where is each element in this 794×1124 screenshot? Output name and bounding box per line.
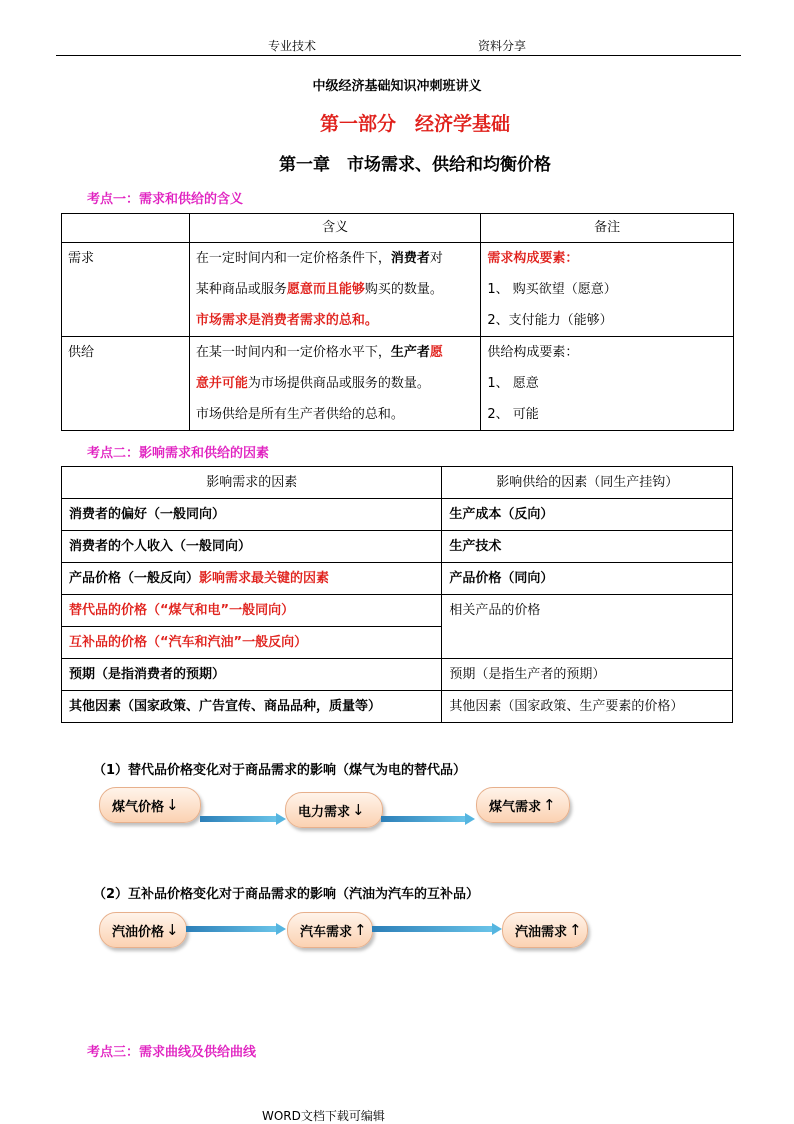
flow2-node-car-demand: 汽车需求 ↑ [287,912,373,948]
demand-meaning: 在一定时间内和一定价格条件下，消费者对 某种商品或服务愿意而且能够购买的数量。 市场需求是消费者需求的总和。 [189,243,481,337]
down-arrow-icon: ↓ [166,796,179,814]
flow2-connector-1 [186,926,276,932]
up-arrow-icon: ↑ [569,921,582,939]
kp3-title: 考点三：需求曲线及供给曲线 [87,1045,257,1060]
flow1-node-gas-demand: 煤气需求 ↑ [476,787,570,823]
demand-note: 需求构成要素： 1、 购买欲望（愿意） 2、支付能力（能够） [481,243,734,337]
supply-note: 供给构成要素： 1、 愿意 2、 可能 [481,337,734,431]
flow2-node-fuel-demand: 汽油需求 ↑ [502,912,588,948]
demand-factor-substitute: 替代品的价格（“煤气和电”一般同向） [62,595,442,627]
corner-cell [62,214,190,243]
col-header-supply-factors: 影响供给的因素（同生产挂钩） [442,467,733,499]
flow1-node-power-demand: 电力需求 ↓ [285,792,383,828]
flow1-connector-1 [200,816,276,822]
supply-factor-other: 其他因素（国家政策、生产要素的价格） [442,691,733,723]
header-right: 资料分享 [478,39,527,53]
up-arrow-icon: ↑ [354,921,367,939]
supply-factor-cost: 生产成本（反向） [442,499,733,531]
supply-factor-expectation: 预期（是指生产者的预期） [442,659,733,691]
kp1-title: 考点一：需求和供给的含义 [87,192,244,207]
supply-meaning: 在某一时间内和一定价格水平下，生产者愿 意并可能为市场提供商品或服务的数量。 市场供给是所有生产者供给的总和。 [189,337,481,431]
demand-factor-preference: 消费者的偏好（一般同向） [62,499,442,531]
kp2-title: 考点二：影响需求和供给的因素 [87,446,270,461]
up-arrow-icon: ↑ [543,796,556,814]
down-arrow-icon: ↓ [166,921,179,939]
demand-factor-complement: 互补品的价格（“汽车和汽油”一般反向） [62,627,442,659]
header-left: 专业技术 [268,39,317,53]
document-title: 中级经济基础知识冲刺班讲义 [312,79,482,94]
row-label-supply: 供给 [62,337,190,431]
demand-factor-price: 产品价格（一般反向）影响需求最关键的因素 [62,563,442,595]
factors-table [61,466,733,723]
flow1-title: （1）替代品价格变化对于商品需求的影响（煤气为电的替代品） [93,763,467,778]
footer-text: WORD文档下载可编辑 [262,1109,385,1123]
flow1-node-gas-price: 煤气价格 ↓ [99,787,201,823]
supply-factor-related: 相关产品的价格 [442,595,733,659]
flow1-connector-2 [381,816,465,822]
demand-factor-expectation: 预期（是指消费者的预期） [62,659,442,691]
flow2-node-fuel-price: 汽油价格 ↓ [99,912,187,948]
part-title: 第一部分 经济学基础 [319,113,510,135]
demand-factor-income: 消费者的个人收入（一般同向） [62,531,442,563]
col-header-demand-factors: 影响需求的因素 [62,467,442,499]
supply-factor-technology: 生产技术 [442,531,733,563]
demand-factor-other: 其他因素（国家政策、广告宣传、商品品种，质量等） [62,691,442,723]
down-arrow-icon: ↓ [352,801,365,819]
header-rule [56,55,741,56]
flow2-title: （2）互补品价格变化对于商品需求的影响（汽油为汽车的互补品） [93,887,480,902]
flow2-connector-2 [372,926,492,932]
supply-factor-price: 产品价格（同向） [442,563,733,595]
col-header-note: 备注 [481,214,734,243]
col-header-meaning: 含义 [189,214,481,243]
definition-table [61,213,734,431]
row-label-demand: 需求 [62,243,190,337]
chapter-title: 第一章 市场需求、供给和均衡价格 [279,155,551,175]
